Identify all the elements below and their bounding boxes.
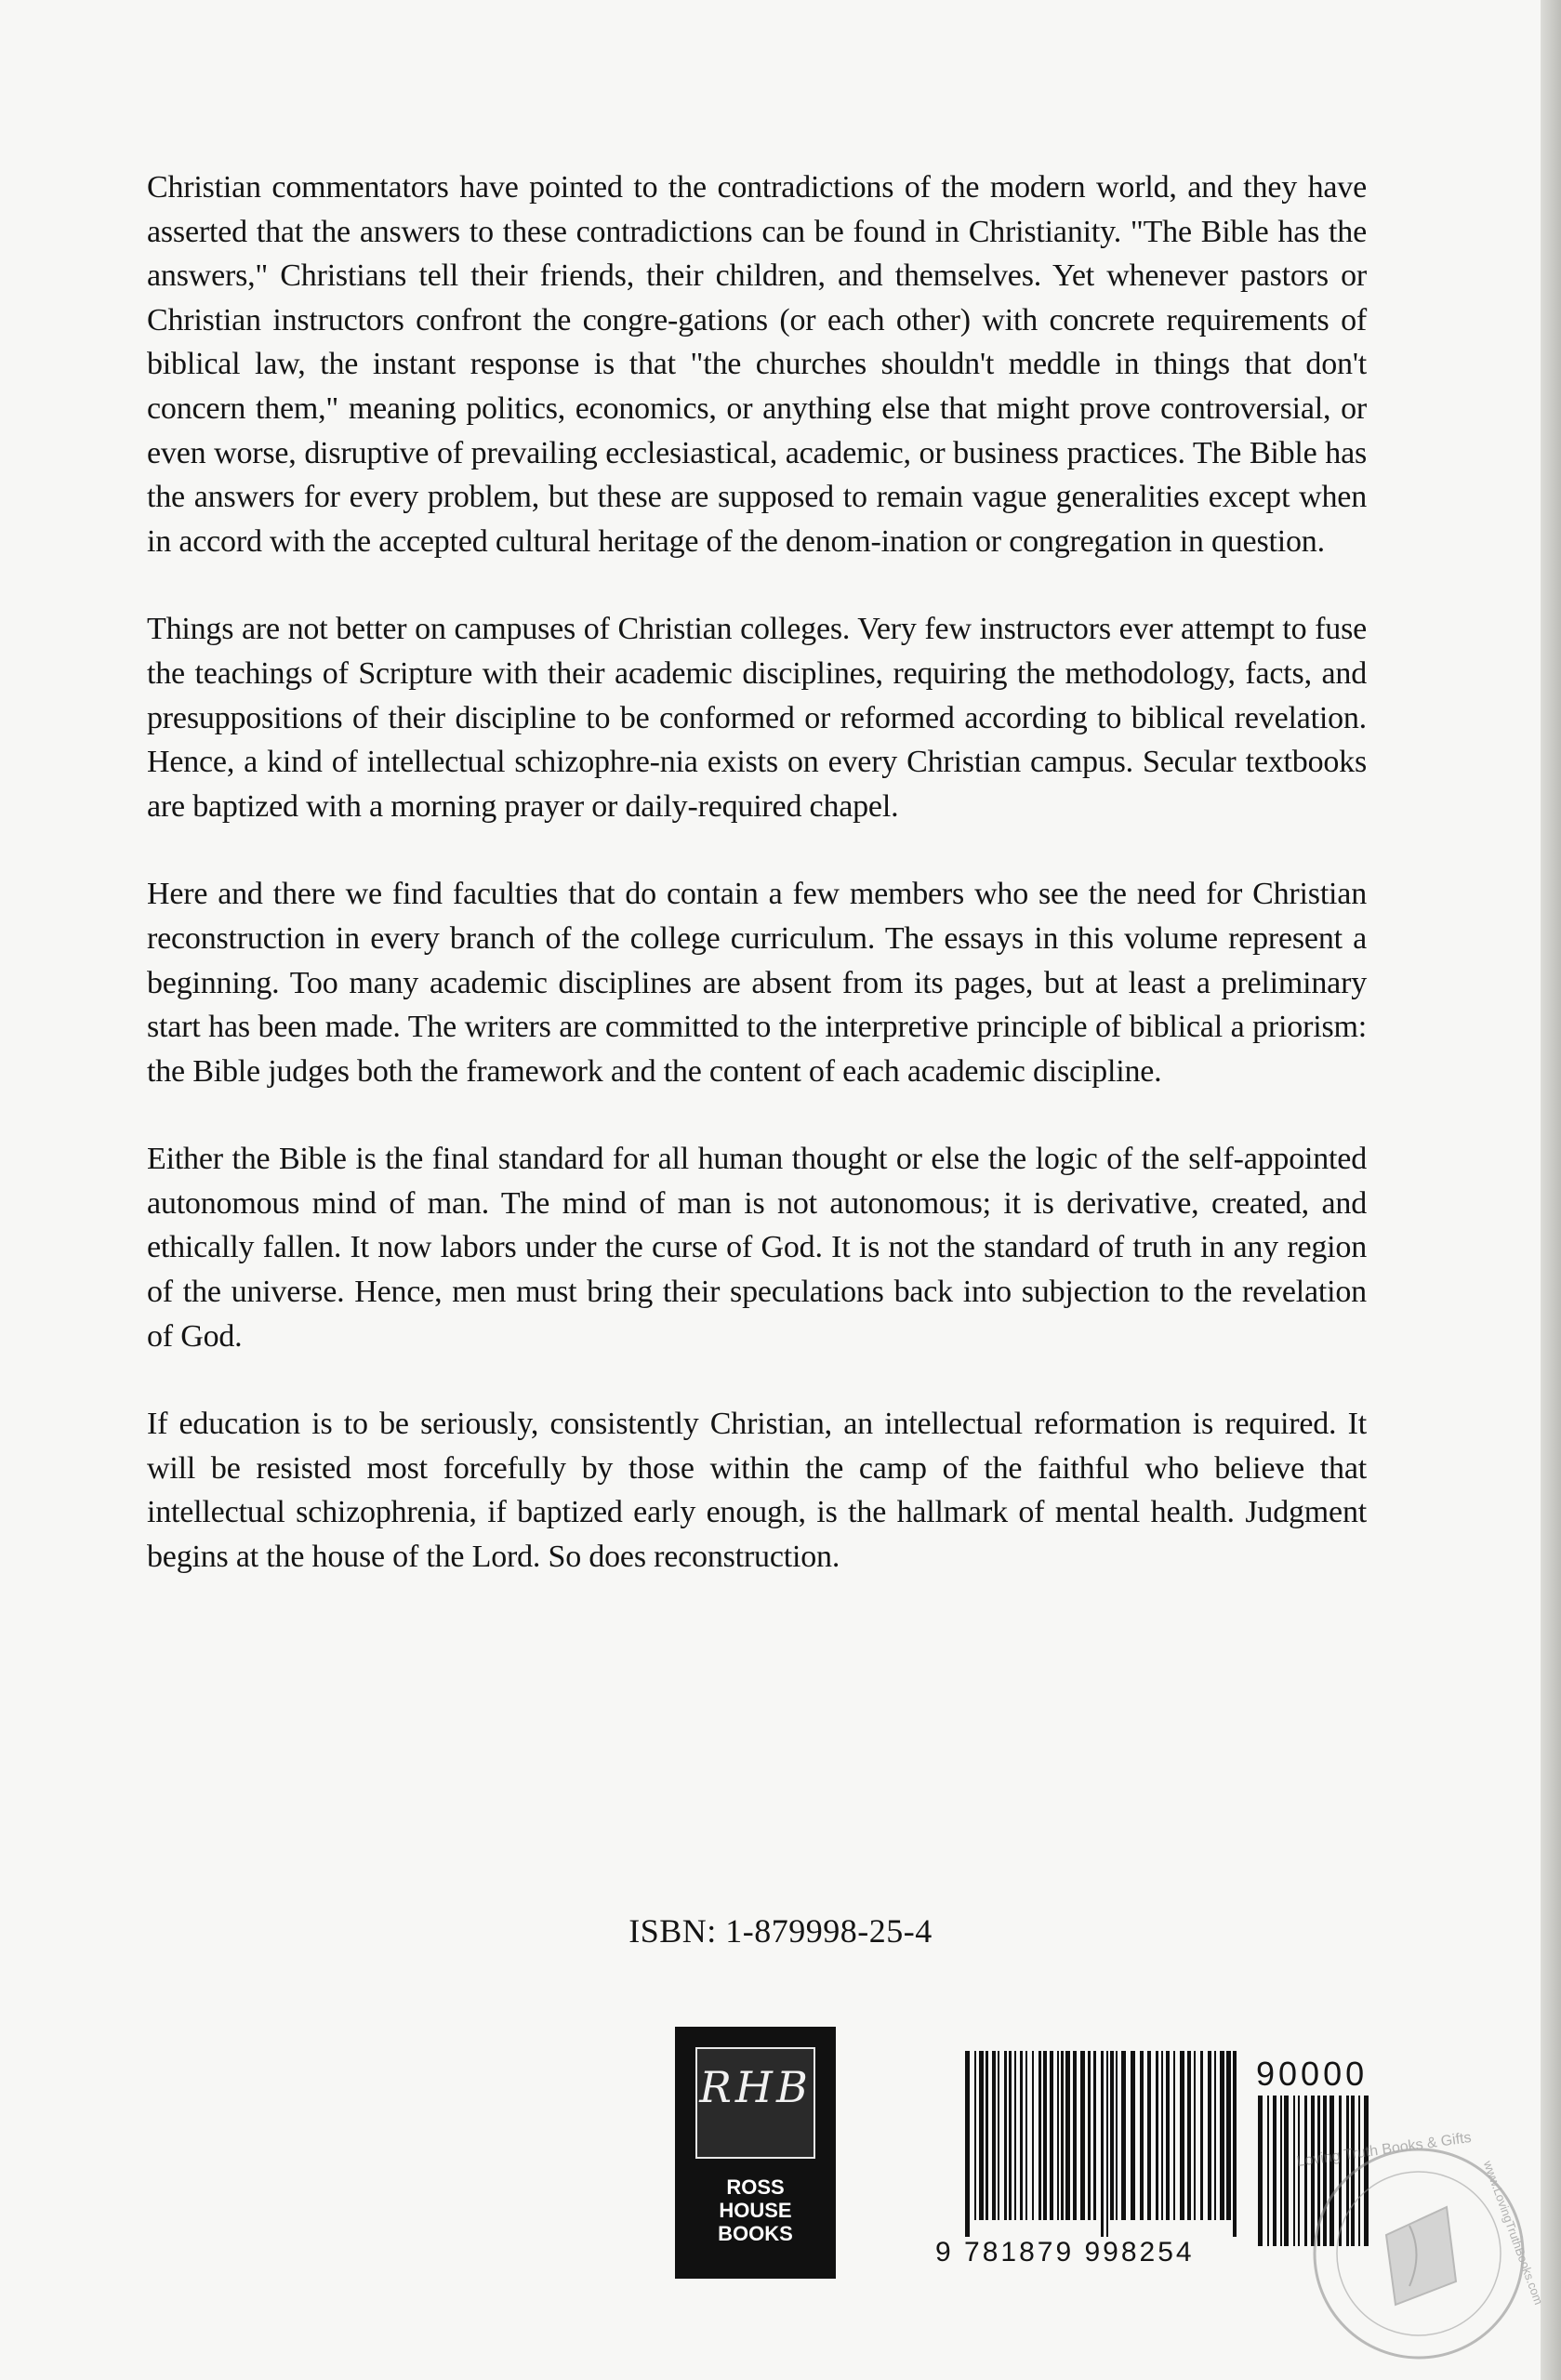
barcode-bar bbox=[1258, 2096, 1263, 2246]
barcode-bar bbox=[992, 2051, 996, 2220]
publisher-line-3: BOOKS bbox=[718, 2222, 793, 2245]
barcode-bars bbox=[963, 2051, 1242, 2237]
barcode-bar bbox=[1088, 2051, 1091, 2220]
monogram-box bbox=[695, 2047, 815, 2159]
barcode-bar bbox=[1214, 2051, 1216, 2220]
barcode-bar bbox=[1057, 2051, 1059, 2220]
barcode-bar bbox=[1101, 2051, 1104, 2237]
barcode-bar bbox=[1038, 2051, 1041, 2220]
cover-edge bbox=[1541, 0, 1561, 2380]
barcode-bar bbox=[1106, 2051, 1108, 2237]
barcode-bar bbox=[965, 2051, 970, 2237]
bookstore-stamp bbox=[1270, 2123, 1553, 2365]
paragraph-1: Christian commentators have pointed to the contradictions of the modern world, and they have asserted that the answers to these contradictions can be found in Christianity. "The Bible has the answers," Christians tell their friends, their children, and themselves. Yet whenever pastors or Christian instructors confront the congre-gations (or each other) with concrete requirements of biblical law, the instant response is that "the churches shouldn't meddle in things that don't concern them," meaning politics, economics, or anything else that might prove controversial, or even worse, disruptive of prevailing ecclesiastical, academic, or business practices. The Bible has the answers for every problem, but these are supposed to remain vague generalities except when in accord with the accepted cultural heritage of the denom-ination or congregation in question. bbox=[147, 170, 1367, 559]
barcode-bar bbox=[1233, 2051, 1237, 2237]
barcode-bar bbox=[1043, 2051, 1047, 2220]
barcode-bar bbox=[974, 2051, 976, 2220]
barcode-bar bbox=[1061, 2051, 1064, 2220]
barcode-bar bbox=[1220, 2051, 1224, 2220]
barcode-bar bbox=[1173, 2051, 1175, 2220]
barcode-bar bbox=[1208, 2051, 1211, 2220]
publisher-line-1: ROSS bbox=[726, 2175, 785, 2199]
barcode-bar bbox=[1110, 2051, 1114, 2220]
barcode-bar bbox=[1050, 2051, 1053, 2220]
publisher-logo bbox=[675, 2027, 836, 2279]
barcode-bar bbox=[1032, 2051, 1034, 2220]
barcode-bar bbox=[1166, 2051, 1170, 2220]
barcode-bar bbox=[1025, 2051, 1027, 2220]
barcode-bar bbox=[1187, 2051, 1191, 2220]
barcode-bar bbox=[1180, 2051, 1184, 2220]
barcode-bar bbox=[1020, 2051, 1023, 2220]
barcode-bar bbox=[1194, 2051, 1196, 2220]
publisher-name bbox=[675, 2175, 836, 2245]
barcode-bar bbox=[1161, 2051, 1163, 2220]
barcode-bar bbox=[1147, 2051, 1151, 2220]
publisher-line-2: HOUSE bbox=[719, 2199, 792, 2222]
barcode-bar bbox=[1065, 2051, 1070, 2220]
barcode-bar bbox=[1116, 2051, 1118, 2220]
barcode-bar bbox=[986, 2051, 988, 2220]
stamp-text: Loving Truth Books & Gifts bbox=[1295, 2129, 1473, 2171]
barcode-bar bbox=[1121, 2051, 1126, 2220]
barcode-bar bbox=[1200, 2051, 1203, 2220]
barcode-bar bbox=[1004, 2051, 1007, 2220]
barcode-addon-digits: 90000 bbox=[1256, 2055, 1369, 2093]
barcode-bar bbox=[1009, 2051, 1012, 2220]
barcode-bar bbox=[1080, 2051, 1085, 2220]
barcode-bar bbox=[979, 2051, 984, 2220]
barcode-bar bbox=[1156, 2051, 1158, 2220]
barcode-bar bbox=[998, 2051, 999, 2220]
monogram: RHB bbox=[699, 2062, 812, 2112]
blurb-text bbox=[147, 165, 1367, 1623]
isbn-label: ISBN: 1-879998-25-4 bbox=[628, 1912, 933, 1950]
barcode-bar bbox=[1093, 2051, 1096, 2220]
barcode-bar bbox=[1131, 2051, 1135, 2220]
barcode-bar bbox=[1014, 2051, 1016, 2220]
barcode-bar bbox=[1226, 2051, 1231, 2220]
barcode-digits: 9 781879 998254 bbox=[935, 2237, 1195, 2268]
paragraph-2: Things are not better on campuses of Christian colleges. Very few instructors ever attempt to fuse the teachings of Scripture with their academic disciplines, requiring the methodology, facts, and presuppositions of their discipline to be conformed or reformed according to biblical revelation. Hence, a kind of intellectual schizophre-nia exists on every Christian campus. Secular textbooks are baptized with a morning prayer or daily-required chapel. bbox=[147, 612, 1367, 824]
paragraph-5: If education is to be seriously, consistently Christian, an intellectual reformation is required. It will be resisted most forcefully by those within the camp of the faithful who believe that intellectual schizophrenia, if baptized early enough, is the hallmark of mental health. Judgment begins at the house of the Lord. So does reconstruction. bbox=[147, 1407, 1367, 1575]
paragraph-4: Either the Bible is the final standard for all human thought or else the logic of the self-appointed autonomous mind of man. The mind of man is not autonomous; it is derivative, created, and ethically fallen. It now labors under the curse of God. It is not the standard of truth in any region of the universe. Hence, men must bring their speculations back into subjection to the revelation of God. bbox=[147, 1142, 1367, 1354]
barcode-bar bbox=[1267, 2096, 1269, 2246]
paragraph-3: Here and there we find faculties that do contain a few members who see the need for Christian reconstruction in every branch of the college curriculum. The essays in this volume represent a beginning. Too many academic disciplines are absent from its pages, but at least a preliminary start has been made. The writers are committed to the interpretive principle of biblical a priorism: the Bible judges both the framework and the content of each academic discipline. bbox=[147, 877, 1367, 1089]
stamp-url: www.LovingTruthBooks.com bbox=[1480, 2159, 1546, 2307]
barcode-bar bbox=[1140, 2051, 1144, 2220]
barcode-bar bbox=[1073, 2051, 1077, 2220]
